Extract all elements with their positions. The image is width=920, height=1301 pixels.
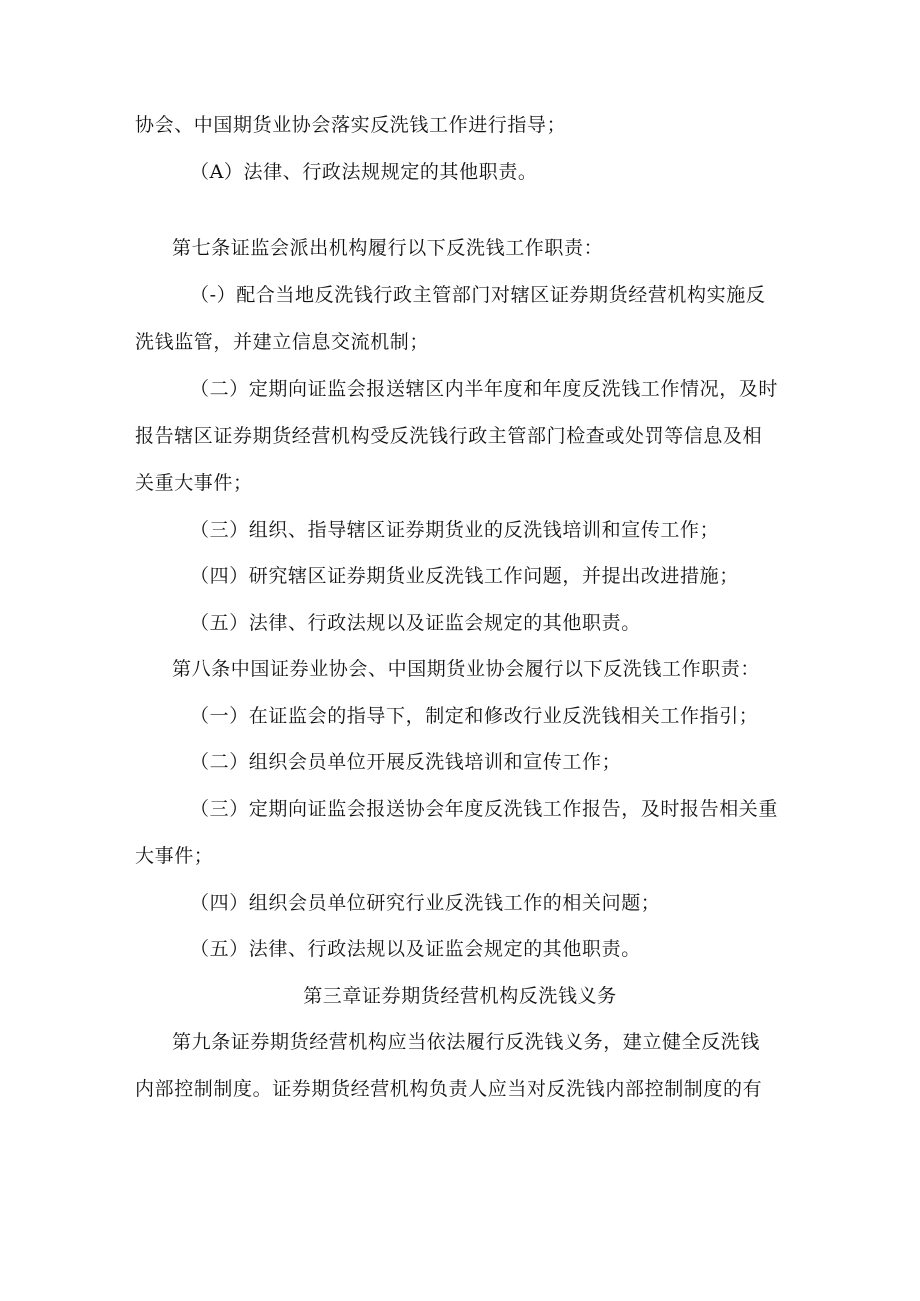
text-line: （A）法律、行政法规规定的其他职责。 xyxy=(190,161,538,183)
text-line: （四）组织会员单位研究行业反洗钱工作的相关问题； xyxy=(190,892,661,914)
text-line: 关重大事件； xyxy=(135,472,253,494)
text-line: （四）研究辖区证券期货业反洗钱工作问题，并提出改进措施； xyxy=(190,565,739,587)
text-line: 协会、中国期货业协会落实反洗钱工作进行指导； xyxy=(135,114,567,136)
chapter-heading: 第三章证券期货经营机构反洗钱义务 xyxy=(303,985,617,1007)
article-heading: 第八条中国证券业协会、中国期货业协会履行以下反洗钱工作职责： xyxy=(172,658,761,680)
text-line: （一）在证监会的指导下，制定和修改行业反洗钱相关工作指引； xyxy=(190,705,759,727)
text-line: （二）定期向证监会报送辖区内半年度和年度反洗钱工作情况，及时 xyxy=(190,378,779,400)
text-line: （三）组织、指导辖区证券期货业的反洗钱培训和宣传工作； xyxy=(190,519,720,541)
text-line: （三）定期向证监会报送协会年度反洗钱工作报告，及时报告相关重 xyxy=(190,798,779,820)
text-line: 洗钱监管，并建立信息交流机制； xyxy=(135,331,430,353)
text-line: （二）组织会员单位开展反洗钱培训和宣传工作； xyxy=(190,751,622,773)
text-line: （五）法律、行政法规以及证监会规定的其他职责。 xyxy=(190,938,641,960)
text-line: 内部控制制度。证券期货经营机构负责人应当对反洗钱内部控制制度的有 xyxy=(135,1078,763,1100)
text-line: （-）配合当地反洗钱行政主管部门对辖区证券期货经营机构实施反 xyxy=(190,284,766,306)
text-line: （五）法律、行政法规以及证监会规定的其他职责。 xyxy=(190,612,641,634)
article-heading: 第七条证监会派出机构履行以下反洗钱工作职责： xyxy=(172,237,604,259)
text-line: 报告辖区证券期货经营机构受反洗钱行政主管部门检查或处罚等信息及相 xyxy=(135,425,763,447)
article-heading: 第九条证券期货经营机构应当依法履行反洗钱义务，建立健全反洗钱 xyxy=(172,1031,761,1053)
text-line: 大事件； xyxy=(135,845,214,867)
